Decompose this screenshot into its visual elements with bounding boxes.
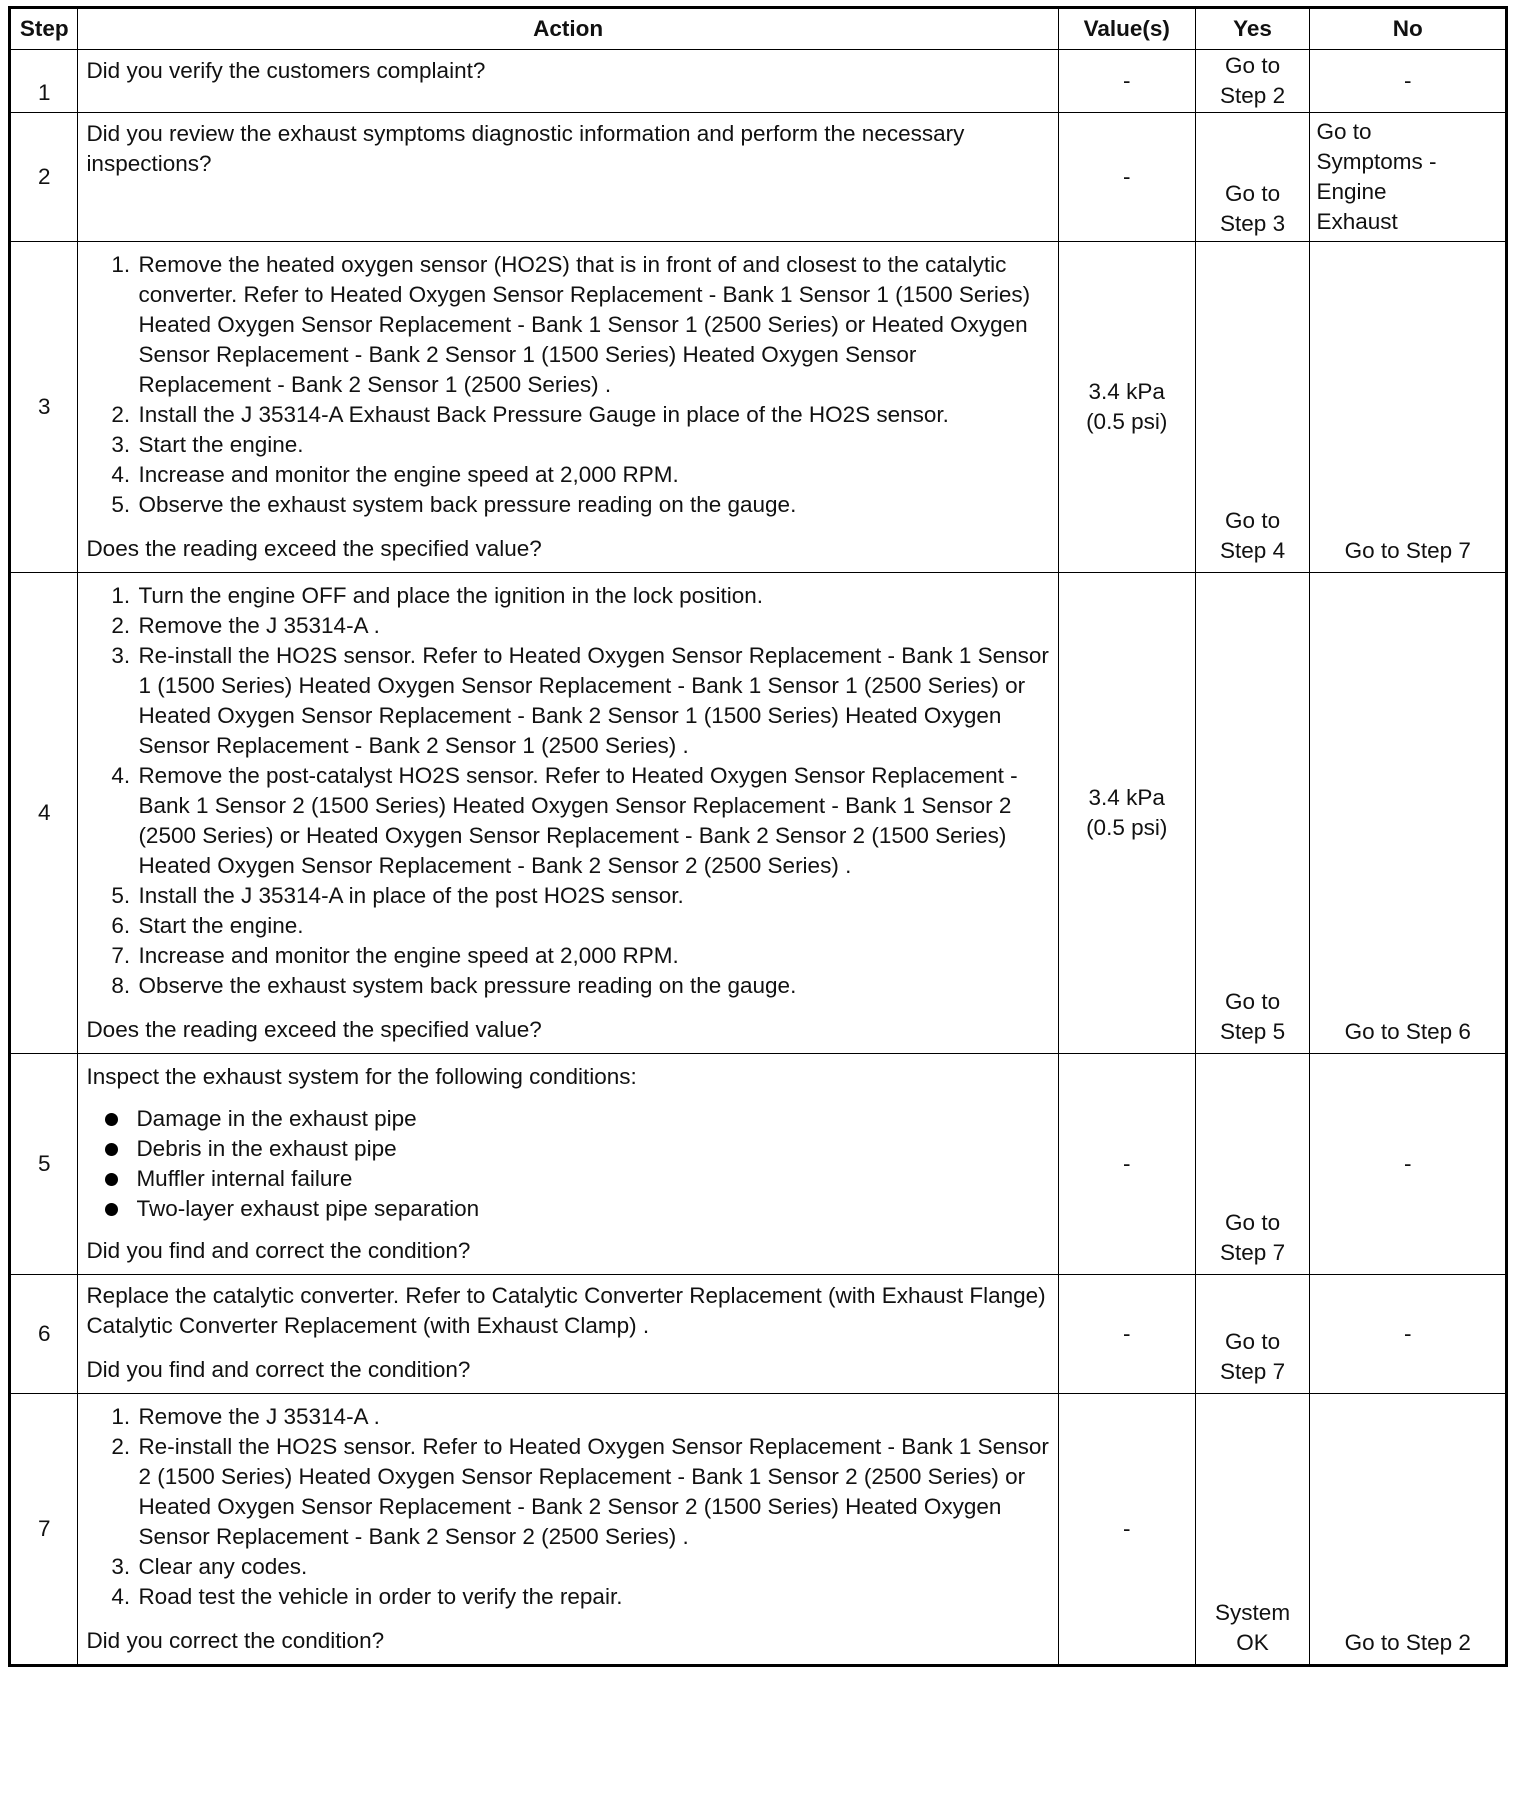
procedure-step: 7. Increase and monitor the engine speed at 2,000 RPM. — [136, 941, 1049, 971]
procedure-step: 2. Remove the J 35314-A . — [136, 611, 1049, 641]
condition-item: Two-layer exhaust pipe separation — [136, 1194, 1049, 1224]
value-cell: - — [1058, 50, 1195, 113]
diagnostic-table-container — [8, 6, 1508, 1667]
procedure-step: 2. Re-install the HO2S sensor. Refer to Heated Oxygen Sensor Replacement - Bank 1 Sensor 2 (1500 Series) Heated Oxygen Sensor Replacement - Bank 1 Sensor 2 (2500 Series) or Heated Oxygen Sensor Replacement - Bank 2 Sensor 2 (1500 Series) Heated Oxygen Sensor Replacement - Bank 2 Sensor 2 (2500 Series) . — [136, 1432, 1049, 1552]
value-cell: 3.4 kPa (0.5 psi) — [1058, 242, 1195, 573]
question-text: Does the reading exceed the specified value? — [86, 536, 542, 561]
procedure-step: 2. Install the J 35314-A Exhaust Back Pressure Gauge in place of the HO2S sensor. — [136, 400, 1049, 430]
procedure-step: 5. Install the J 35314-A in place of the post HO2S sensor. — [136, 881, 1049, 911]
action-text: Did you verify the customers complaint? — [86, 58, 486, 83]
procedure-list — [86, 581, 1049, 1001]
no-cell: - — [1310, 50, 1507, 113]
header-yes: Yes — [1195, 8, 1310, 50]
step-number: 5 — [10, 1054, 78, 1275]
action-cell — [78, 573, 1058, 1054]
procedure-step: 5. Observe the exhaust system back pressure reading on the gauge. — [136, 490, 1049, 520]
procedure-list — [86, 1402, 1049, 1612]
table-row — [10, 1275, 1507, 1394]
procedure-step: 1. Remove the heated oxygen sensor (HO2S) that is in front of and closest to the catalytic converter. Refer to Heated Oxygen Sensor Replacement - Bank 1 Sensor 1 (1500 Series) Heated Oxygen Sensor Replacement - Bank 1 Sensor 1 (2500 Series) or Heated Oxygen Sensor Replacement - Bank 2 Sensor 1 (1500 Series) Heated Oxygen Sensor Replacement - Bank 2 Sensor 1 (2500 Series) . — [136, 250, 1049, 400]
header-action: Action — [78, 8, 1058, 50]
value-cell: - — [1058, 113, 1195, 242]
procedure-step: 3. Clear any codes. — [136, 1552, 1049, 1582]
step-number: 2 — [10, 113, 78, 242]
table-row — [10, 242, 1507, 573]
no-cell: Go to Step 2 — [1310, 1394, 1507, 1666]
yes-cell: Go to Step 3 — [1195, 113, 1310, 242]
table-row — [10, 1054, 1507, 1275]
table-row — [10, 1394, 1507, 1666]
condition-item: Debris in the exhaust pipe — [136, 1134, 1049, 1164]
yes-cell: Go to Step 4 — [1195, 242, 1310, 573]
action-text: Did you review the exhaust symptoms diagnostic information and perform the necessary inspections? — [86, 121, 965, 176]
no-cell: Go to Step 7 — [1310, 242, 1507, 573]
action-cell — [78, 1394, 1058, 1666]
action-cell — [78, 113, 1058, 242]
procedure-step: 4. Increase and monitor the engine speed at 2,000 RPM. — [136, 460, 1049, 490]
action-cell — [78, 1275, 1058, 1394]
header-no: No — [1310, 8, 1507, 50]
procedure-list — [86, 250, 1049, 520]
table-row — [10, 113, 1507, 242]
value-cell: - — [1058, 1054, 1195, 1275]
table-row — [10, 50, 1507, 113]
action-cell — [78, 50, 1058, 113]
procedure-step: 8. Observe the exhaust system back pressure reading on the gauge. — [136, 971, 1049, 1001]
value-cell: - — [1058, 1275, 1195, 1394]
step-number: 4 — [10, 573, 78, 1054]
step-number: 7 — [10, 1394, 78, 1666]
table-row — [10, 573, 1507, 1054]
no-cell: - — [1310, 1054, 1507, 1275]
procedure-step: 6. Start the engine. — [136, 911, 1049, 941]
step-number: 3 — [10, 242, 78, 573]
action-cell — [78, 242, 1058, 573]
yes-cell: Go to Step 7 — [1195, 1275, 1310, 1394]
action-intro: Replace the catalytic converter. Refer to Catalytic Converter Replacement (with Exhaust Flange) Catalytic Converter Replacement (with Exhaust Clamp) . — [86, 1283, 1046, 1338]
no-cell: Go to Step 6 — [1310, 573, 1507, 1054]
condition-item: Damage in the exhaust pipe — [136, 1104, 1049, 1134]
question-text: Did you find and correct the condition? — [86, 1238, 471, 1263]
step-number: 1 — [10, 50, 78, 113]
question-text: Did you find and correct the condition? — [86, 1357, 471, 1382]
condition-item: Muffler internal failure — [136, 1164, 1049, 1194]
no-cell: Go to Symptoms - Engine Exhaust — [1310, 113, 1507, 242]
procedure-step: 3. Re-install the HO2S sensor. Refer to Heated Oxygen Sensor Replacement - Bank 1 Sensor 1 (1500 Series) Heated Oxygen Sensor Replacement - Bank 1 Sensor 1 (2500 Series) or Heated Oxygen Sensor Replacement - Bank 2 Sensor 1 (1500 Series) Heated Oxygen Sensor Replacement - Bank 2 Sensor 1 (2500 Series) . — [136, 641, 1049, 761]
table-header-row — [10, 8, 1507, 50]
diagnostic-table — [8, 6, 1508, 1667]
action-cell — [78, 1054, 1058, 1275]
value-cell: - — [1058, 1394, 1195, 1666]
question-text: Does the reading exceed the specified value? — [86, 1017, 542, 1042]
yes-cell: Go to Step 2 — [1195, 50, 1310, 113]
procedure-step: 3. Start the engine. — [136, 430, 1049, 460]
no-cell: - — [1310, 1275, 1507, 1394]
yes-cell: Go to Step 5 — [1195, 573, 1310, 1054]
procedure-step: 1. Remove the J 35314-A . — [136, 1402, 1049, 1432]
procedure-step: 4. Remove the post-catalyst HO2S sensor. Refer to Heated Oxygen Sensor Replacement - Bank 1 Sensor 2 (1500 Series) Heated Oxygen Sensor Replacement - Bank 1 Sensor 2 (2500 Series) or Heated Oxygen Sensor Replacement - Bank 2 Sensor 2 (1500 Series) Heated Oxygen Sensor Replacement - Bank 2 Sensor 2 (2500 Series) . — [136, 761, 1049, 881]
header-values: Value(s) — [1058, 8, 1195, 50]
step-number: 6 — [10, 1275, 78, 1394]
condition-list — [86, 1104, 1049, 1224]
value-cell: 3.4 kPa (0.5 psi) — [1058, 573, 1195, 1054]
yes-cell: Go to Step 7 — [1195, 1054, 1310, 1275]
procedure-step: 1. Turn the engine OFF and place the ignition in the lock position. — [136, 581, 1049, 611]
header-step: Step — [10, 8, 78, 50]
yes-cell: System OK — [1195, 1394, 1310, 1666]
action-intro: Inspect the exhaust system for the following conditions: — [86, 1064, 637, 1089]
question-text: Did you correct the condition? — [86, 1628, 385, 1653]
procedure-step: 4. Road test the vehicle in order to verify the repair. — [136, 1582, 1049, 1612]
